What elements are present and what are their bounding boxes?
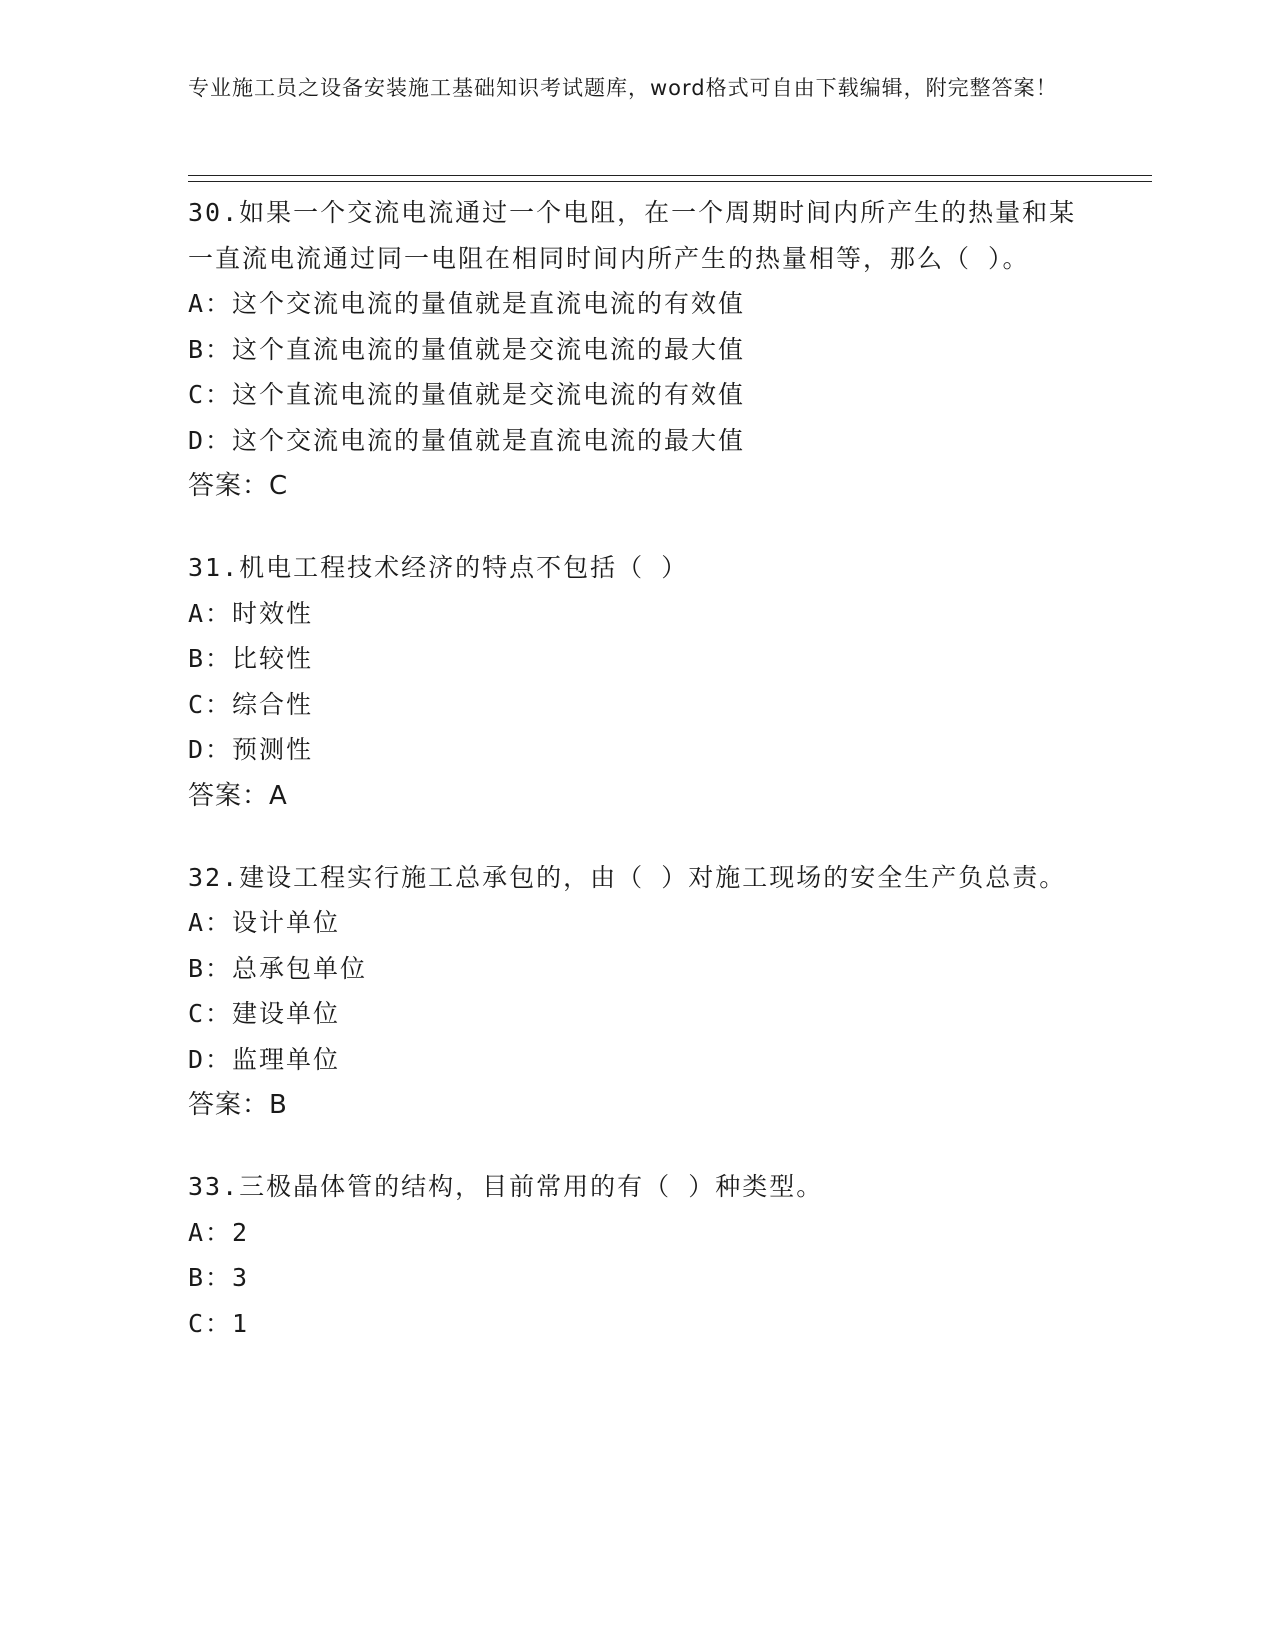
answer: 答案：A <box>188 780 288 811</box>
answer: 答案：B <box>188 1090 288 1120</box>
header-divider-top <box>188 175 1152 176</box>
question-stem: 33.三极晶体管的结构，目前常用的有（ ）种类型。 <box>188 1172 824 1201</box>
question-stem: 30.如果一个交流电流通过一个电阻，在一个周期时间内所产生的热量和某一直流电流通过同一电阻在相同时间内所产生的热量相等，那么（ ）。 <box>188 198 1077 273</box>
option-d: D：预测性 <box>188 735 314 764</box>
option-c: C：这个直流电流的量值就是交流电流的有效值 <box>188 380 746 409</box>
option-c: C：综合性 <box>188 689 314 719</box>
option-a: A：时效性 <box>188 598 314 628</box>
option-c: C：建设单位 <box>188 999 341 1028</box>
option-b: B：3 <box>188 1263 250 1292</box>
answer: 答案：C <box>188 471 289 501</box>
option-b: B：这个直流电流的量值就是交流电流的最大值 <box>188 334 746 364</box>
question-stem: 32.建设工程实行施工总承包的，由（ ）对施工现场的安全生产负总责。 <box>188 862 1067 892</box>
question-30 <box>188 190 1088 509</box>
header-divider-bottom <box>188 181 1152 182</box>
question-33 <box>188 1164 1088 1346</box>
option-b: B：比较性 <box>188 644 314 673</box>
question-stem: 31.机电工程技术经济的特点不包括（ ） <box>188 553 689 582</box>
option-d: D：监理单位 <box>188 1044 341 1074</box>
option-a: A：2 <box>188 1217 250 1247</box>
option-a: A：设计单位 <box>188 908 341 937</box>
option-b: B：总承包单位 <box>188 953 368 983</box>
option-d: D：这个交流电流的量值就是直流电流的最大值 <box>188 425 746 455</box>
option-a: A：这个交流电流的量值就是直流电流的有效值 <box>188 289 746 318</box>
question-list <box>188 190 1088 1382</box>
question-31 <box>188 545 1088 819</box>
question-32 <box>188 855 1088 1129</box>
option-c: C：1 <box>188 1308 250 1338</box>
document-header: 专业施工员之设备安装施工基础知识考试题库，word格式可自由下载编辑，附完整答案！ <box>188 76 1058 100</box>
